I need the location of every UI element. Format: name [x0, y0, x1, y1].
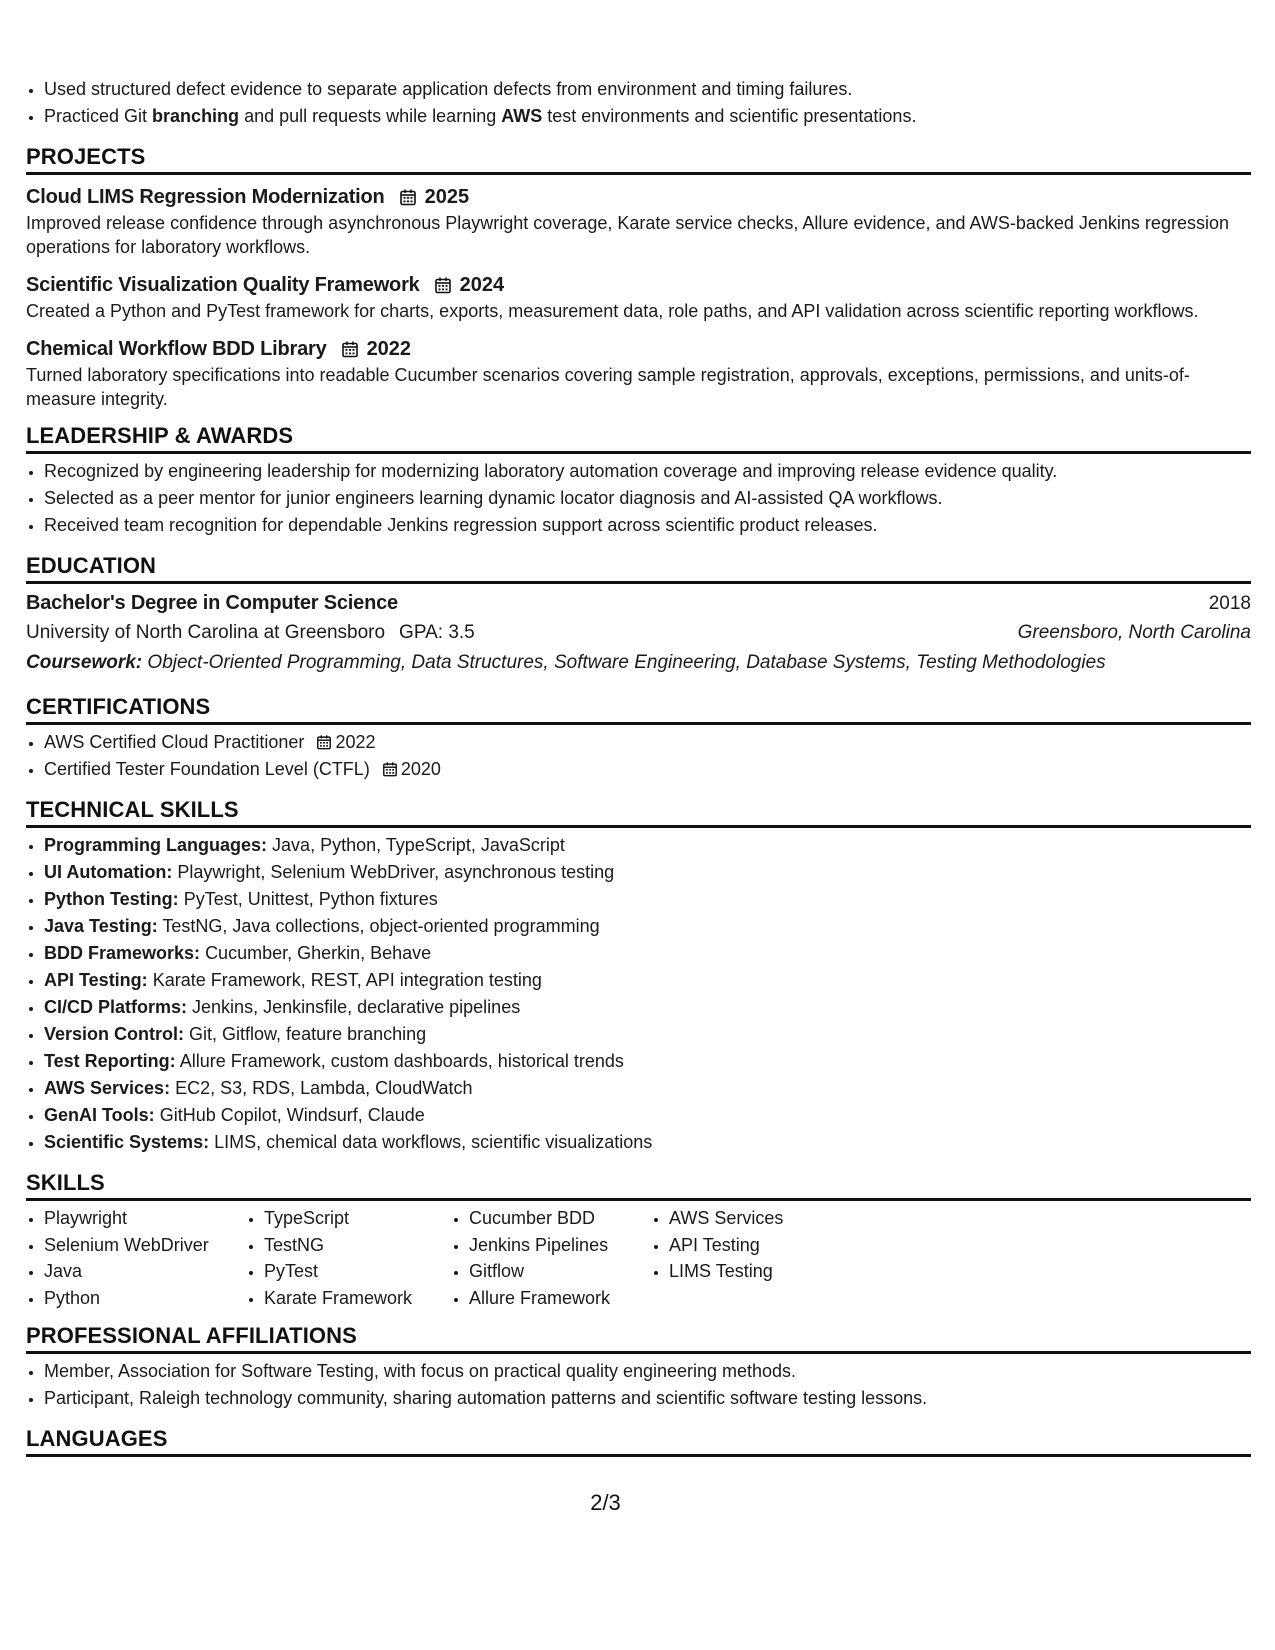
leadership-section [26, 423, 1251, 539]
project-description: Improved release confidence through asynchronous Playwright coverage, Karate service checks, Allure evidence, and AWS-backed Jenkins regression operations for laboratory workflows. [26, 213, 1229, 257]
technical-skill-item [44, 940, 1251, 967]
technical-skill-value: Karate Framework, REST, API integration testing [152, 970, 542, 990]
calendar-icon [434, 276, 452, 294]
project-title: Chemical Workflow BDD Library [26, 338, 327, 360]
coursework-list: Object-Oriented Programming, Data Structures, Software Engineering, Database Systems, Testing Methodologies [147, 652, 1106, 673]
leadership-item: • Recognized by engineering leadership for modernizing laboratory automation coverage and improving release evidence quality. [44, 458, 1251, 485]
calendar-icon [341, 340, 359, 358]
project-item [26, 271, 1251, 323]
technical-skill-label: API Testing: [44, 970, 148, 990]
project-item [26, 335, 1251, 411]
resume-page [26, 76, 1251, 1457]
education-gpa: GPA: 3.5 [399, 622, 475, 643]
technical-skill-label: Version Control: [44, 1024, 185, 1044]
leadership-item: • Received team recognition for dependable Jenkins regression support across scientific product releases. [44, 512, 1251, 539]
section-heading-education: EDUCATION [26, 553, 1251, 584]
section-heading-languages: LANGUAGES [26, 1426, 1251, 1457]
skills-columns [26, 1201, 1251, 1311]
education-section [26, 553, 1251, 678]
bullet-text: test environments and scientific presentations. [542, 106, 917, 126]
technical-skill-value: TestNG, Java collections, object-oriented programming [162, 916, 600, 936]
bullet-text: and pull requests while learning [239, 106, 502, 126]
certification-year: 2020 [400, 759, 441, 779]
skills-section [26, 1170, 1251, 1311]
skill-item: • Karate Framework [264, 1285, 451, 1312]
skill-item: • Gitflow [469, 1258, 651, 1285]
technical-skill-item [44, 913, 1251, 940]
technical-skills-list [26, 832, 1251, 1156]
coursework-label: Coursework: [26, 652, 143, 673]
skill-item: • Playwright [44, 1205, 246, 1232]
certification-item [44, 756, 1251, 783]
skill-item: • LIMS Testing [669, 1258, 849, 1285]
project-title: Cloud LIMS Regression Modernization [26, 186, 385, 208]
technical-skill-label: BDD Frameworks: [44, 943, 201, 963]
affiliation-item: • Member, Association for Software Testing, with focus on practical quality engineering methods. [44, 1358, 1251, 1385]
education-school [26, 618, 475, 648]
skill-item: • TypeScript [264, 1205, 451, 1232]
certifications-section [26, 694, 1251, 783]
technical-skill-value: Cucumber, Gherkin, Behave [205, 943, 432, 963]
technical-skill-value: GitHub Copilot, Windsurf, Claude [159, 1105, 425, 1125]
certification-item [44, 729, 1251, 756]
project-year: 2022 [366, 338, 412, 360]
page-number: 2/3 [590, 1490, 621, 1515]
section-heading-technical-skills: TECHNICAL SKILLS [26, 797, 1251, 828]
technical-skill-value: LIMS, chemical data workflows, scientific visualizations [214, 1132, 653, 1152]
technical-skill-value: Playwright, Selenium WebDriver, asynchronous testing [177, 862, 615, 882]
technical-skill-label: Scientific Systems: [44, 1132, 210, 1152]
technical-skill-item [44, 967, 1251, 994]
technical-skill-value: EC2, S3, RDS, Lambda, CloudWatch [175, 1078, 473, 1098]
projects-section [26, 144, 1251, 411]
education-degree: Bachelor's Degree in Computer Science [26, 592, 398, 614]
certification-year: 2022 [335, 732, 376, 752]
skill-item: • Selenium WebDriver [44, 1232, 246, 1259]
skill-item: • API Testing [669, 1232, 849, 1259]
calendar-icon [382, 761, 398, 777]
bullet-text: Practiced Git [44, 106, 153, 126]
technical-skill-item [44, 1021, 1251, 1048]
intro-bullet [44, 103, 1251, 130]
technical-skill-label: Programming Languages: [44, 835, 268, 855]
certifications-list [26, 729, 1251, 783]
affiliations-list [26, 1358, 1251, 1412]
technical-skill-label: CI/CD Platforms: [44, 997, 188, 1017]
intro-bullet-list [26, 76, 1251, 130]
affiliations-section [26, 1323, 1251, 1412]
skill-item: • Allure Framework [469, 1285, 651, 1312]
bold-keyword: branching [152, 106, 240, 126]
section-heading-skills: SKILLS [26, 1170, 1251, 1201]
projects-list [26, 175, 1251, 411]
technical-skill-item [44, 1048, 1251, 1075]
skills-column [451, 1205, 651, 1311]
languages-section [26, 1426, 1251, 1457]
technical-skills-section [26, 797, 1251, 1156]
project-header [26, 271, 1251, 299]
affiliation-item: • Participant, Raleigh technology community, sharing automation patterns and scientific software testing lessons. [44, 1385, 1251, 1412]
project-header [26, 335, 1251, 363]
technical-skill-label: UI Automation: [44, 862, 173, 882]
technical-skill-value: Git, Gitflow, feature branching [189, 1024, 427, 1044]
skills-column [26, 1205, 246, 1311]
project-description: Turned laboratory specifications into readable Cucumber scenarios covering sample registration, approvals, exceptions, permissions, and units-of-measure integrity. [26, 365, 1190, 409]
technical-skill-item [44, 1129, 1251, 1156]
skill-item: • Cucumber BDD [469, 1205, 651, 1232]
education-location: Greensboro, North Carolina [1017, 622, 1251, 643]
skill-item: • Python [44, 1285, 246, 1312]
education-school-name: University of North Carolina at Greensboro [26, 622, 386, 643]
project-title: Scientific Visualization Quality Framework [26, 274, 420, 296]
technical-skill-label: GenAI Tools: [44, 1105, 155, 1125]
project-description: Created a Python and PyTest framework for charts, exports, measurement data, role paths, and API validation across scientific reporting workflows. [26, 301, 1199, 321]
skill-item: • AWS Services [669, 1205, 849, 1232]
project-item [26, 183, 1251, 259]
leadership-item: • Selected as a peer mentor for junior engineers learning dynamic locator diagnosis and AI-assisted QA workflows. [44, 485, 1251, 512]
skills-column [651, 1205, 849, 1311]
technical-skill-value: Java, Python, TypeScript, JavaScript [272, 835, 565, 855]
intro-bullet [44, 76, 1251, 103]
skill-item: • Java [44, 1258, 246, 1285]
certification-name: Certified Tester Foundation Level (CTFL) [44, 759, 370, 779]
education-year: 2018 [1208, 593, 1251, 614]
bold-keyword: AWS [501, 106, 543, 126]
skill-item: • PyTest [264, 1258, 451, 1285]
section-heading-certifications: CERTIFICATIONS [26, 694, 1251, 725]
section-heading-affiliations: PROFESSIONAL AFFILIATIONS [26, 1323, 1251, 1354]
project-year: 2024 [459, 274, 505, 296]
skill-item: • TestNG [264, 1232, 451, 1259]
project-header [26, 183, 1251, 211]
calendar-icon [399, 188, 417, 206]
technical-skill-item [44, 886, 1251, 913]
technical-skill-item [44, 859, 1251, 886]
skill-item: • Jenkins Pipelines [469, 1232, 651, 1259]
project-year: 2025 [424, 186, 470, 208]
technical-skill-item [44, 1075, 1251, 1102]
calendar-icon [316, 734, 332, 750]
technical-skill-label: Test Reporting: [44, 1051, 176, 1071]
certification-name: AWS Certified Cloud Practitioner [44, 732, 305, 752]
education-coursework [26, 648, 1251, 678]
technical-skill-label: AWS Services: [44, 1078, 171, 1098]
technical-skill-label: Python Testing: [44, 889, 179, 909]
section-heading-projects: PROJECTS [26, 144, 1251, 175]
skills-column [246, 1205, 451, 1311]
technical-skill-item [44, 994, 1251, 1021]
technical-skill-item [44, 832, 1251, 859]
bullet-text: Used structured defect evidence to separate application defects from environment and timing failures. [44, 79, 853, 99]
technical-skill-value: PyTest, Unittest, Python fixtures [183, 889, 438, 909]
technical-skill-item [44, 1102, 1251, 1129]
section-heading-leadership: LEADERSHIP & AWARDS [26, 423, 1251, 454]
technical-skill-value: Allure Framework, custom dashboards, historical trends [179, 1051, 624, 1071]
technical-skill-label: Java Testing: [44, 916, 158, 936]
leadership-list [26, 458, 1251, 539]
technical-skill-value: Jenkins, Jenkinsfile, declarative pipelines [192, 997, 521, 1017]
